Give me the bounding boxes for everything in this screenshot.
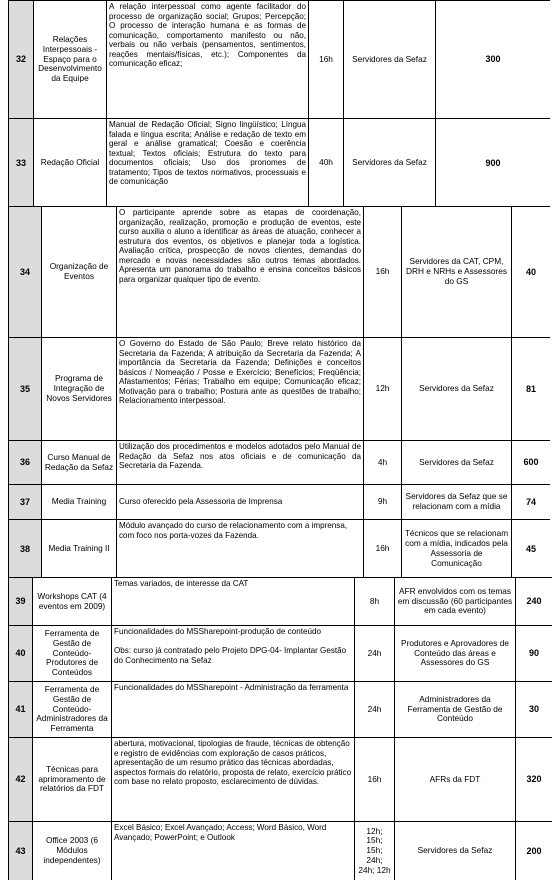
- course-hours: 16h: [309, 1, 344, 119]
- row-number: 32: [9, 1, 34, 119]
- table-section-a: [8, 0, 550, 207]
- course-hours: 16h: [364, 520, 402, 579]
- course-title: Office 2003 (6 Módulos independentes): [33, 822, 112, 881]
- table-section-b: [8, 206, 550, 578]
- course-description: Temas variados, de interesse da CAT: [112, 578, 355, 626]
- course-hours: 16h: [355, 738, 395, 822]
- course-description: O participante aprende sobre as etapas de coordenação, organização, realização, promoção e produção de eventos, este curso auxilia o aluno a identificar as áreas de atuação, conhecer a estrutura dos eventos, os objetivos e planejar toda a logística. Avaliação crítica, prospecção de novos clientes, demandas do mercado e novas necessidades são outros temas abordados. Apresenta um panorama do trabalho e ensina conceitos básicos para organizar qualquer tipo de evento.: [117, 207, 364, 338]
- course-description: abertura, motivacional, tipologias de fraude, técnicas de obtenção e registro de evidências com exploração de casos práticos, apresentação de um resumo prático das técnicas abordadas, aspectos formais do relatório, proposta de relato, exercício prático com base no relato proposto, esclarecimento de dúvidas.: [112, 738, 355, 822]
- course-title: Relações Interpessoais - Espaço para o Desenvolvimento da Equipe: [34, 1, 107, 119]
- course-title: Técnicas para aprimoramento de relatórios da FDT: [33, 738, 112, 822]
- table-row: [9, 119, 551, 208]
- target-audience: Administradores da Ferramenta de Gestão de Conteúdo: [395, 682, 516, 738]
- participant-count: 90: [516, 626, 553, 682]
- course-hours: 12h: [364, 338, 402, 441]
- table-row: [9, 520, 551, 579]
- participant-count: 900: [436, 119, 551, 208]
- row-number: 40: [9, 626, 33, 682]
- course-hours: 12h; 15h; 15h; 24h; 24h; 12h: [355, 822, 395, 881]
- row-number: 36: [9, 441, 42, 485]
- table-row: [9, 441, 551, 485]
- target-audience: AFRs da FDT: [395, 738, 516, 822]
- row-number: 38: [9, 520, 42, 579]
- course-hours: 24h: [355, 626, 395, 682]
- row-number: 34: [9, 207, 42, 338]
- course-title: Organização de Eventos: [42, 207, 117, 338]
- course-description: Funcionalidades do MSSharepoint - Administração da ferramenta: [112, 682, 355, 738]
- course-hours: 9h: [364, 485, 402, 520]
- course-hours: 24h: [355, 682, 395, 738]
- course-hours: 40h: [309, 119, 344, 208]
- row-number: 37: [9, 485, 42, 520]
- row-number: 41: [9, 682, 33, 738]
- course-title: Programa de Integração de Novos Servidores: [42, 338, 117, 441]
- target-audience: Produtores e Aprovadores de Conteúdo das áreas e Assessores do GS: [395, 626, 516, 682]
- participant-count: 81: [512, 338, 551, 441]
- course-description: Módulo avançado do curso de relacionamento com a imprensa, com foco nos porta-vozes da Fazenda.: [117, 520, 364, 579]
- target-audience: Servidores da CAT, CPM, DRH e NRHs e Assessores do GS: [402, 207, 512, 338]
- course-description: Funcionalidades do MSSharepoint-produção de conteúdo Obs: curso já contratado pelo Projeto DPG-04- Implantar Gestão do Conhecimento na Sefaz: [112, 626, 355, 682]
- table-row: [9, 822, 553, 881]
- participant-count: 600: [512, 441, 551, 485]
- course-title: Workshops CAT (4 eventos em 2009): [33, 578, 112, 626]
- participant-count: 40: [512, 207, 551, 338]
- course-title: Media Training: [42, 485, 117, 520]
- target-audience: Técnicos que se relacionam com a mídia, indicados pela Assessoria de Comunicação: [402, 520, 512, 579]
- participant-count: 74: [512, 485, 551, 520]
- course-title: Media Training II: [42, 520, 117, 579]
- participant-count: 30: [516, 682, 553, 738]
- table-row: [9, 578, 553, 626]
- course-hours: 16h: [364, 207, 402, 338]
- target-audience: AFR envolvidos com os temas em discussão (60 participantes em cada evento): [395, 578, 516, 626]
- course-title: Redação Oficial: [34, 119, 107, 208]
- course-title: Ferramenta de Gestão de Conteúdo-Administradores da Ferramenta: [33, 682, 112, 738]
- target-audience: Servidores da Sefaz: [402, 338, 512, 441]
- row-number: 43: [9, 822, 33, 881]
- table-row: [9, 626, 553, 682]
- table-section-c: [8, 577, 552, 880]
- course-description: Utilização dos procedimentos e modelos adotados pelo Manual de Redação da Sefaz nos atos oficiais e de comunicação da Secretaria da Fazenda.: [117, 441, 364, 485]
- course-hours: 4h: [364, 441, 402, 485]
- participant-count: 320: [516, 738, 553, 822]
- target-audience: Servidores da Sefaz: [344, 119, 436, 208]
- participant-count: 45: [512, 520, 551, 579]
- row-number: 35: [9, 338, 42, 441]
- target-audience: Servidores da Sefaz: [402, 441, 512, 485]
- target-audience: Servidores da Sefaz: [395, 822, 516, 881]
- course-description: Manual de Redação Oficial; Signo lingüístico; Língua falada e língua escrita; Análise e redação de texto em geral e análise gramatical; Coesão e coerência textual; Textos oficiais; Estrutura do texto para documentos oficiais; Uso dos pronomes de tratamento; Tipos de textos normativos, processuais e de comunicação: [107, 119, 309, 208]
- table-row: [9, 338, 551, 441]
- course-description: A relação interpessoal como agente facilitador do processo de organização social; Grupos; Percepção; O processo de interação humana e as formas de comunicação, comportamento manifesto ou não, verbais ou não verbais (pensamentos, sentimentos, reações mentais/físicas, etc.); Componentes da comunicação eficaz;: [107, 1, 309, 119]
- table-row: [9, 1, 551, 119]
- course-title: Ferramenta de Gestão de Conteúdo-Produtores de Conteúdos: [33, 626, 112, 682]
- course-description: Curso oferecido pela Assessoria de Imprensa: [117, 485, 364, 520]
- target-audience: Servidores da Sefaz: [344, 1, 436, 119]
- target-audience: Servidores da Sefaz que se relacionam com a mídia: [402, 485, 512, 520]
- table-row: [9, 738, 553, 822]
- course-description: O Governo do Estado de São Paulo; Breve relato histórico da Secretaria da Fazenda; A atribuição da Secretaria da Fazenda; A importância da Secretaria da Fazenda; Definições e conceitos básicos / Nomeação / Posse e Exercício; Benefícios; Freqüência; Afastamentos; Férias; Trabalho em equipe; Comunicação eficaz; Motivação para o trabalho; Postura ante as questões de trabalho; Relacionamento interpessoal.: [117, 338, 364, 441]
- row-number: 39: [9, 578, 33, 626]
- table-row: [9, 207, 551, 338]
- participant-count: 200: [516, 822, 553, 881]
- course-description: Excel Básico; Excel Avançado; Access; Word Básico, Word Avançado; PowerPoint; e Outlook: [112, 822, 355, 881]
- participant-count: 240: [516, 578, 553, 626]
- row-number: 33: [9, 119, 34, 208]
- participant-count: 300: [436, 1, 551, 119]
- course-hours: 8h: [355, 578, 395, 626]
- course-title: Curso Manual de Redação da Sefaz: [42, 441, 117, 485]
- table-row: [9, 485, 551, 520]
- table-row: [9, 682, 553, 738]
- row-number: 42: [9, 738, 33, 822]
